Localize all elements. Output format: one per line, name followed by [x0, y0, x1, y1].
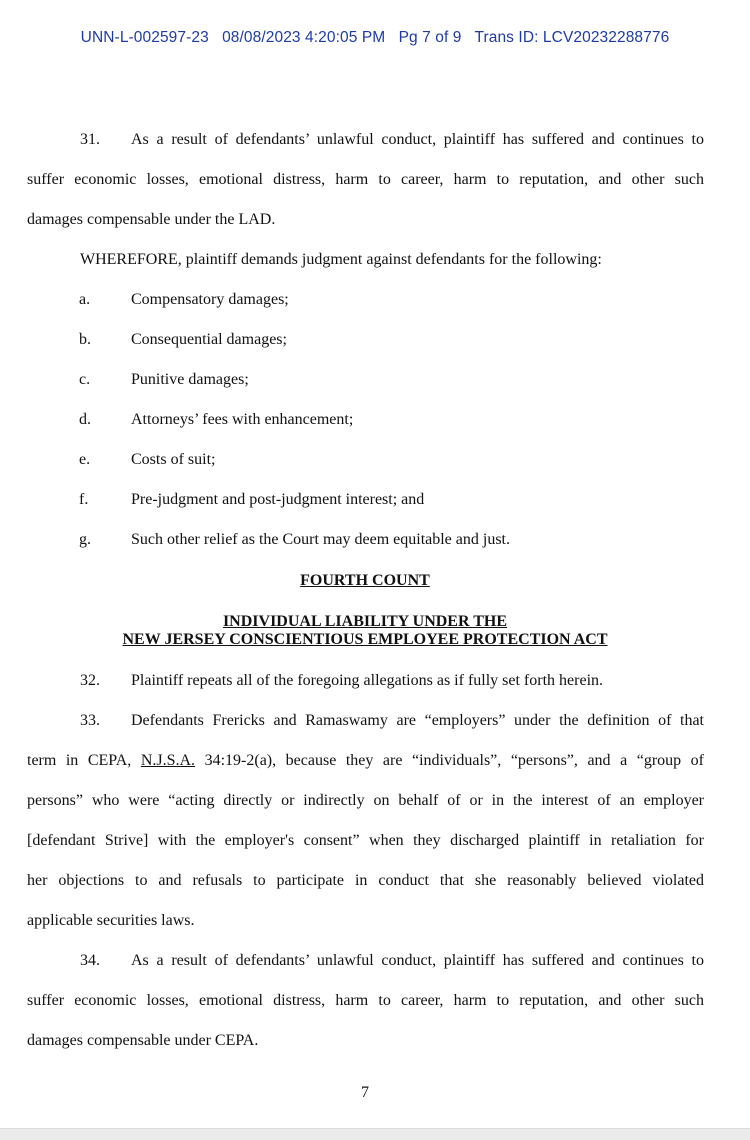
relief-item: Pre-judgment and post-judgment interest; and — [131, 491, 425, 508]
paragraph-33-line-5: her objections to and refusals to participate in conduct that she reasonably believed violated — [27, 872, 704, 889]
paragraph-34-line-1: As a result of defendants’ unlawful conduct, plaintiff has suffered and continues to — [131, 952, 704, 969]
paragraph-33-line-2-end: 34:19-2(a), because they are “individuals”, “persons”, and a “group of — [204, 752, 705, 769]
statute-citation: N.J.S.A. — [140, 752, 196, 769]
paragraph-32-number: 32. — [80, 672, 100, 689]
transaction-id: Trans ID: LCV20232288776 — [474, 29, 670, 46]
relief-letter: b. — [79, 331, 91, 348]
page-indicator: Pg 7 of 9 — [398, 29, 462, 46]
filing-stamp-header — [0, 29, 750, 47]
relief-letter: e. — [79, 451, 91, 468]
paragraph-31-line-1: As a result of defendants’ unlawful conduct, plaintiff has suffered and continues to — [131, 131, 704, 148]
paragraph-33-line-2 — [27, 751, 704, 771]
relief-item: Costs of suit; — [131, 451, 216, 468]
relief-item: Punitive damages; — [131, 371, 249, 388]
paragraph-33-line-6: applicable securities laws. — [27, 912, 195, 929]
relief-item: Compensatory damages; — [131, 291, 289, 308]
relief-letter: f. — [79, 491, 89, 508]
paragraph-33-line-1: Defendants Frericks and Ramaswamy are “employers” under the definition of that — [131, 712, 704, 729]
paragraph-33-line-2-start: term in CEPA, — [27, 752, 132, 769]
count-heading-line-2: NEW JERSEY CONSCIENTIOUS EMPLOYEE PROTECTION ACT — [122, 631, 608, 648]
paragraph-33-line-4: [defendant Strive] with the employer's consent” when they discharged plaintiff in retaliation for — [27, 832, 704, 849]
case-number: UNN-L-002597-23 — [80, 29, 209, 46]
relief-item: Such other relief as the Court may deem equitable and just. — [131, 531, 510, 548]
relief-letter: d. — [79, 411, 91, 428]
filing-datetime: 08/08/2023 4:20:05 PM — [222, 29, 386, 46]
relief-letter: g. — [79, 531, 91, 548]
relief-item: Attorneys’ fees with enhancement; — [131, 411, 354, 428]
paragraph-31-line-2: suffer economic losses, emotional distress, harm to career, harm to reputation, and other such — [27, 171, 704, 188]
relief-item: Consequential damages; — [131, 331, 287, 348]
paragraph-34-line-3: damages compensable under CEPA. — [27, 1032, 259, 1049]
wherefore-clause: WHEREFORE, plaintiff demands judgment against defendants for the following: — [80, 251, 602, 268]
paragraph-33-number: 33. — [80, 712, 100, 729]
count-title: FOURTH COUNT — [300, 572, 430, 589]
paragraph-32-text: Plaintiff repeats all of the foregoing allegations as if fully set forth herein. — [131, 672, 604, 689]
count-heading-line-1: INDIVIDUAL LIABILITY UNDER THE — [222, 613, 508, 630]
paragraph-34-line-2: suffer economic losses, emotional distress, harm to career, harm to reputation, and other such — [27, 992, 704, 1009]
relief-letter: c. — [79, 371, 91, 388]
paragraph-31-line-3: damages compensable under the LAD. — [27, 211, 276, 228]
page-number: 7 — [361, 1084, 369, 1101]
relief-letter: a. — [79, 291, 91, 308]
paragraph-33-line-3: persons” who were “acting directly or indirectly on behalf of or in the interest of an employer — [27, 792, 704, 809]
paragraph-31-number: 31. — [80, 131, 100, 148]
paragraph-34-number: 34. — [80, 952, 100, 969]
page-bottom-edge — [0, 1128, 750, 1140]
